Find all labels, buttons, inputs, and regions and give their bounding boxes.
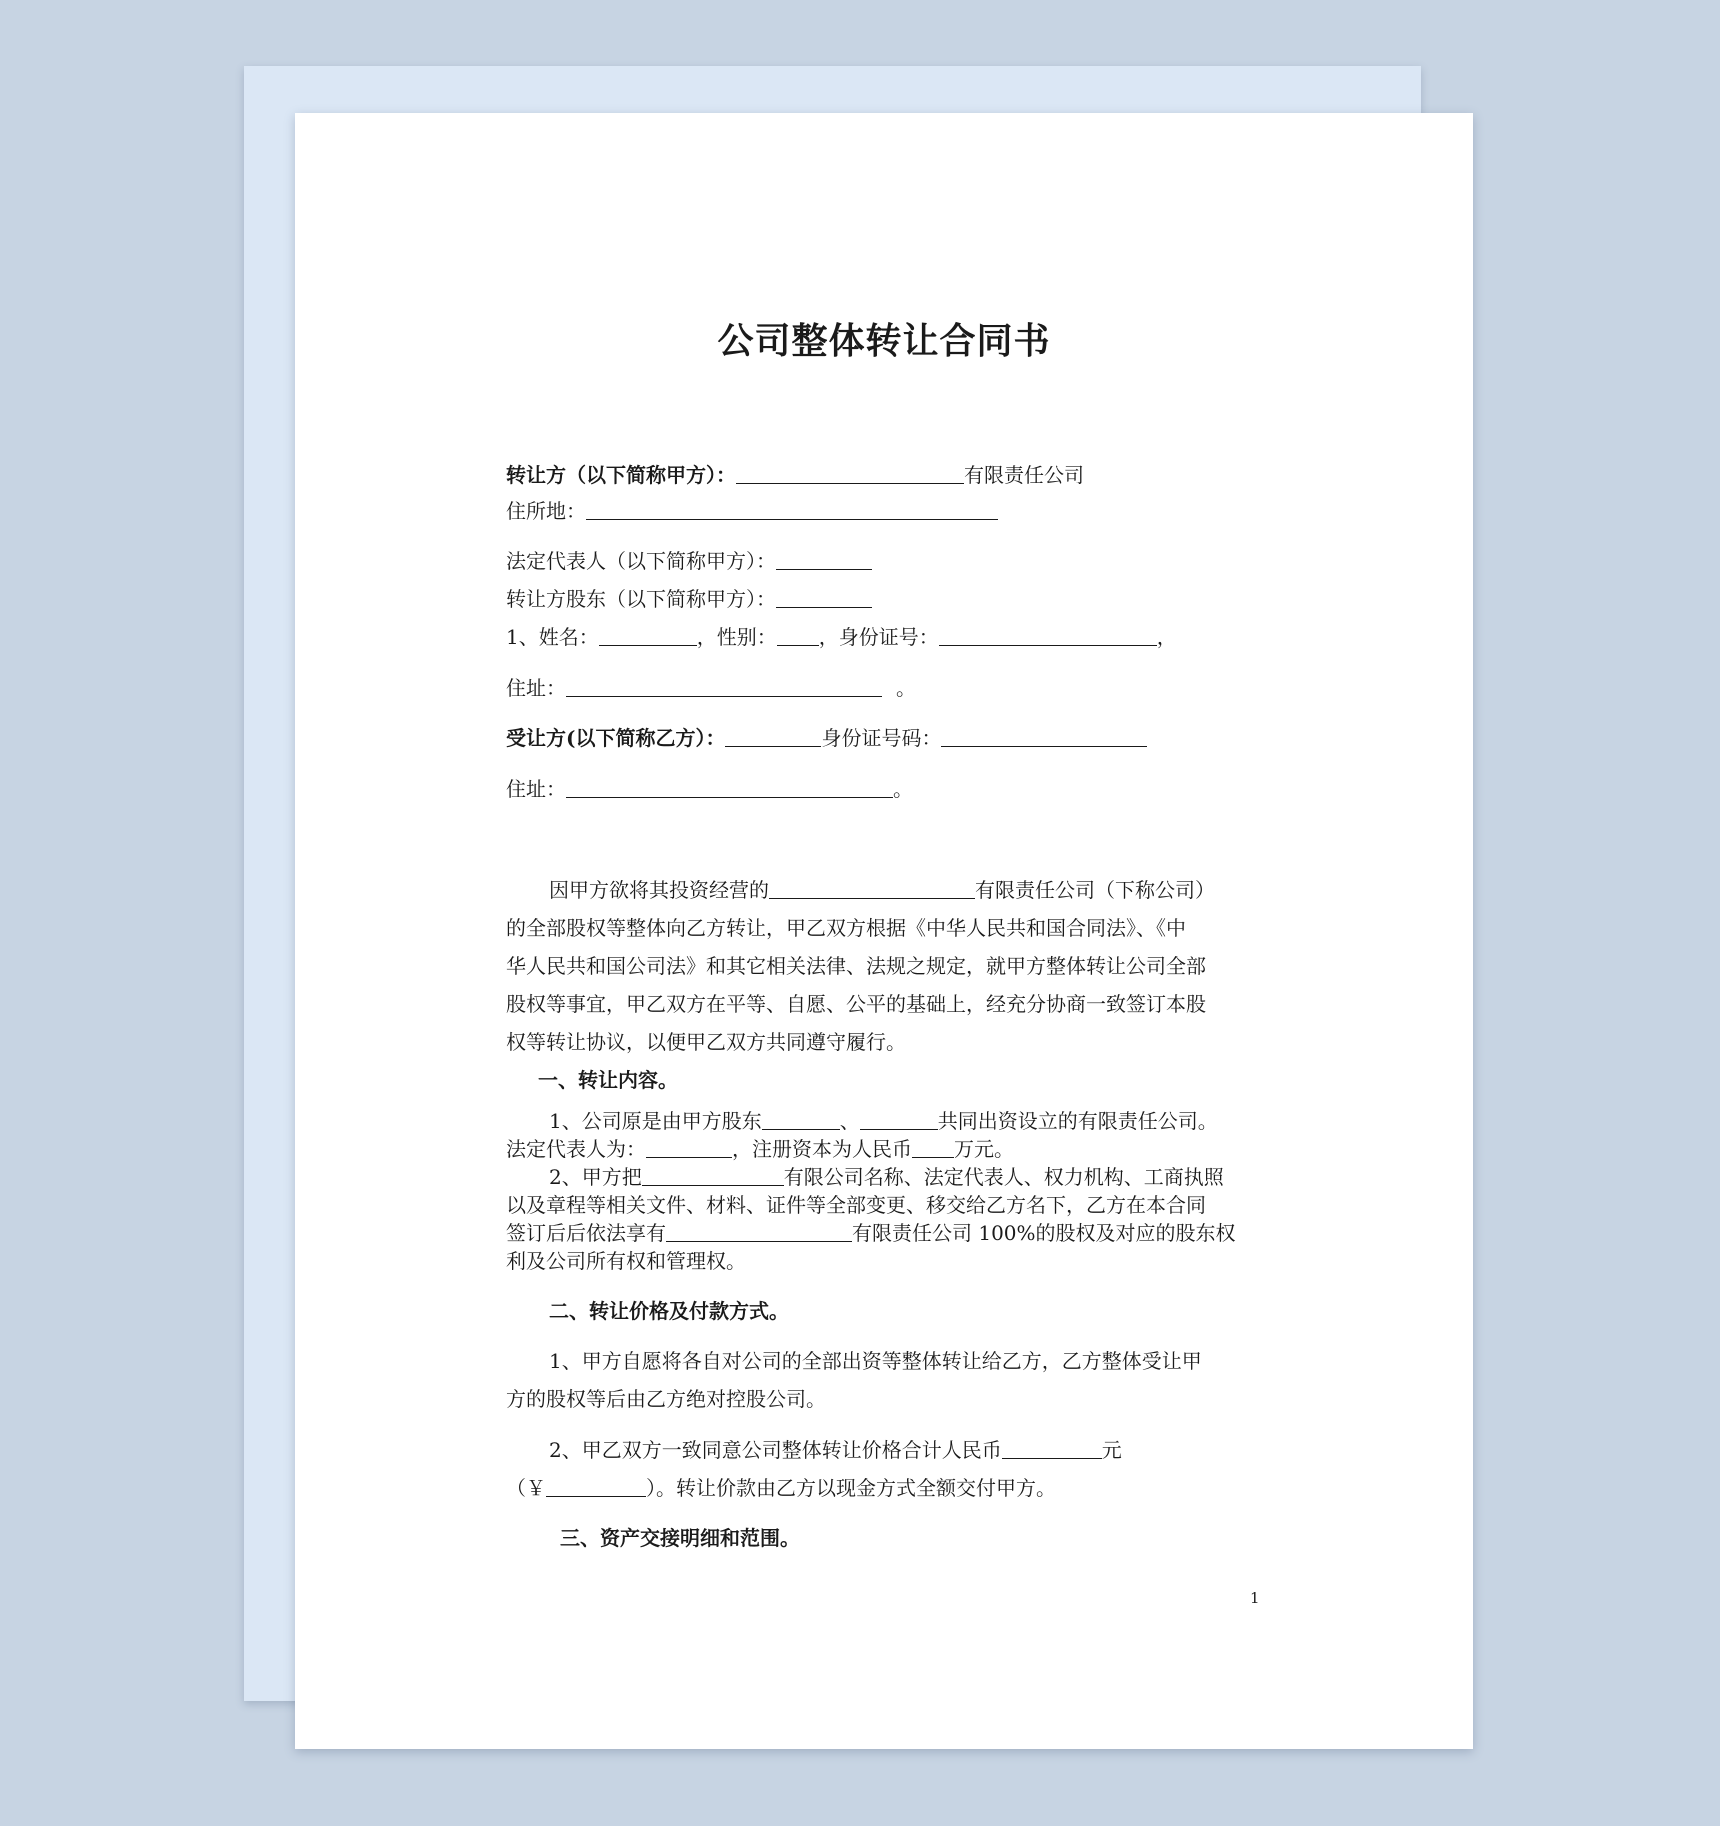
section-2-p1-line-2: 方的股权等后由乙方绝对控股公司。 [506, 1387, 826, 1411]
intro-line-4: 股权等事宜，甲乙双方在平等、自愿、公平的基础上，经充分协商一致签订本股 [506, 992, 1206, 1016]
shareholder-line [506, 587, 872, 611]
section-1-p1-line-1 [549, 1109, 1218, 1133]
shareholder-label: 转让方股东（以下简称甲方）： [506, 587, 776, 611]
section-1-p2-line-1 [549, 1165, 1224, 1189]
price-blank[interactable] [1002, 1439, 1102, 1459]
transferor-name-blank[interactable] [736, 464, 964, 484]
s2p2-text-b: 元 [1101, 1438, 1122, 1462]
name-label: 1、姓名： [506, 625, 599, 649]
id-comma: ， [1156, 625, 1177, 649]
shareholder-details-line [506, 625, 1177, 649]
legal-rep-blank[interactable] [776, 550, 872, 570]
s1p1-l2-text-b: ，注册资本为人民币 [732, 1137, 912, 1161]
s1p1-text-b: 、 [839, 1109, 860, 1133]
transferor-suffix: 有限责任公司 [964, 463, 1084, 487]
shareholder-1-blank[interactable] [762, 1110, 840, 1130]
s2p2-text-a: 2、甲乙双方一致同意公司整体转让价格合计人民币 [549, 1438, 1002, 1462]
s1p1-l2-text-a: 法定代表人为： [506, 1137, 646, 1161]
section-2-p2-line-1 [549, 1438, 1122, 1462]
section-3-heading: 三、资产交接明细和范围。 [560, 1526, 800, 1550]
intro-text-1a: 因甲方欲将其投资经营的 [549, 878, 769, 902]
intro-line-5: 权等转让协议，以便甲乙双方共同遵守履行。 [506, 1030, 906, 1054]
section-2-p1-line-1: 1、甲方自愿将各自对公司的全部出资等整体转让给乙方，乙方整体受让甲 [549, 1349, 1202, 1373]
s1p2-l3-text-a: 签订后后依法享有 [506, 1221, 666, 1245]
page-number: 1 [1250, 1589, 1260, 1607]
s1p1-l2-text-c: 万元。 [954, 1137, 1014, 1161]
intro-text-1b: 有限责任公司（下称公司） [975, 878, 1215, 902]
document-title: 公司整体转让合同书 [717, 321, 1051, 362]
address-blank-1[interactable] [566, 677, 882, 697]
id-blank[interactable] [939, 626, 1157, 646]
intro-line-2: 的全部股权等整体向乙方转让，甲乙双方根据《中华人民共和国合同法》、《中 [506, 916, 1186, 940]
name-blank[interactable] [599, 626, 697, 646]
domicile-blank[interactable] [586, 500, 998, 520]
shareholder-2-blank[interactable] [860, 1110, 938, 1130]
price-figure-blank[interactable] [546, 1477, 646, 1497]
transferor-line [506, 463, 1084, 487]
domicile-label: 住所地： [506, 499, 586, 523]
s1p2-text-b: 有限公司名称、法定代表人、权力机构、工商执照 [783, 1165, 1224, 1189]
domicile-line [506, 499, 998, 523]
address-label-2: 住址： [506, 777, 566, 801]
section-1-p2-line-3 [506, 1221, 1236, 1245]
company-share-blank[interactable] [666, 1222, 852, 1242]
address-end-1: 。 [896, 676, 916, 700]
gender-blank[interactable] [777, 626, 819, 646]
transferor-label: 转让方（以下简称甲方）： [506, 463, 736, 487]
s2p2-l2-text-a: （￥ [506, 1476, 546, 1500]
transferee-label: 受让方(以下简称乙方）： [506, 726, 726, 750]
s1p2-l3-text-b: 有限责任公司 100%的股权及对应的股东权 [852, 1221, 1236, 1245]
gender-label: ，性别： [696, 625, 777, 649]
section-1-p1-line-2 [506, 1137, 1014, 1161]
shareholder-blank[interactable] [776, 588, 872, 608]
address-line-2 [506, 777, 913, 801]
section-2-p2-line-2 [506, 1476, 1056, 1500]
id-label: ，身份证号： [818, 625, 939, 649]
s2p2-l2-text-b: ）。转让价款由乙方以现金方式全额交付甲方。 [646, 1476, 1056, 1500]
legal-rep-line [506, 549, 872, 573]
transferee-id-label: 身份证号码： [821, 726, 942, 750]
intro-line-1 [549, 878, 1215, 902]
address-label-1: 住址： [506, 676, 566, 700]
transferee-id-blank[interactable] [941, 727, 1147, 747]
document-page [295, 113, 1473, 1749]
legal-representative-blank[interactable] [646, 1138, 732, 1158]
s1p1-text-a: 1、公司原是由甲方股东 [549, 1109, 762, 1133]
address-line-1 [506, 676, 916, 700]
section-1-heading: 一、转让内容。 [538, 1068, 678, 1092]
s1p1-text-c: 共同出资设立的有限责任公司。 [937, 1109, 1218, 1133]
transferee-line [506, 726, 1147, 750]
s1p2-text-a: 2、甲方把 [549, 1165, 642, 1189]
address-end-2: 。 [893, 777, 913, 801]
section-2-heading: 二、转让价格及付款方式。 [549, 1299, 789, 1323]
section-1-p2-line-2: 以及章程等相关文件、材料、证件等全部变更、移交给乙方名下，乙方在本合同 [506, 1193, 1206, 1217]
address-blank-2[interactable] [566, 778, 893, 798]
registered-capital-blank[interactable] [912, 1138, 954, 1158]
section-1-p2-line-4: 利及公司所有权和管理权。 [506, 1249, 746, 1273]
intro-line-3: 华人民共和国公司法》和其它相关法律、法规之规定，就甲方整体转让公司全部 [506, 954, 1206, 978]
company-blank[interactable] [642, 1166, 784, 1186]
legal-rep-label: 法定代表人（以下简称甲方）： [506, 549, 776, 573]
transferee-name-blank[interactable] [725, 727, 821, 747]
company-name-blank[interactable] [769, 879, 975, 899]
